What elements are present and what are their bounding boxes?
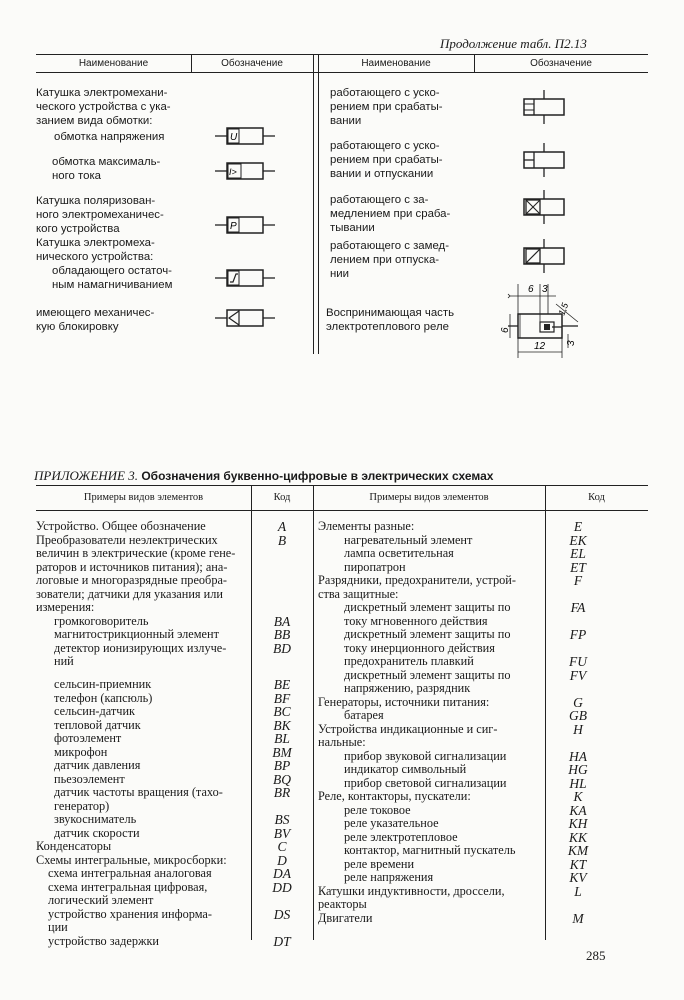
table2-right-code: KA: [569, 802, 587, 818]
table2-left-line: пьезоэлемент: [54, 771, 125, 786]
table2-left-line: логический элемент: [48, 893, 154, 907]
table1-text: ного тока: [52, 170, 102, 182]
table2-right-code: KM: [567, 843, 589, 858]
table2-left-line: детектор ионизирующих излуче-: [54, 640, 227, 655]
table2-left-line: измерения:: [36, 600, 95, 614]
table2-left-line: Схемы интегральные, микросборки:: [36, 852, 227, 867]
table2-left-line: устройство хранения информа-: [48, 906, 212, 921]
table1-text: Воспринимающая часть: [326, 307, 455, 319]
table2-right-line: прибор звуковой сигнализации: [344, 748, 507, 763]
table2-left-code: BF: [273, 690, 291, 706]
table2-right-code: EK: [569, 532, 587, 548]
table2-right-code: KV: [569, 870, 587, 885]
symbol-label-u: U: [230, 132, 238, 143]
table2-left-code: BB: [273, 627, 291, 642]
table2-left-line: Преобразователи неэлектрических: [36, 532, 218, 547]
table2-right-line: реле токовое: [344, 802, 411, 817]
table2-left-code: C: [277, 839, 287, 854]
dim-label: 3: [542, 284, 548, 295]
coil-mechanical-lock-symbol: [215, 307, 275, 329]
table2-left-line: датчик частоты вращения (тахо-: [54, 785, 223, 799]
table2-left-line: раторов и источников питания); ана-: [36, 559, 228, 574]
coil-polarized-symbol: [215, 214, 275, 236]
coil-slow-operate-symbol: [506, 190, 582, 224]
table2-left-code: BM: [272, 744, 292, 760]
coil-residual-magnetism-symbol: [215, 267, 275, 289]
table2-right-code: FV: [569, 667, 587, 683]
table2-right-line: дискретный элемент защиты по: [344, 627, 511, 641]
table1-header: Обозначение: [221, 58, 283, 69]
table2-right-line: току инерционного действия: [344, 640, 495, 655]
table2-left-code: D: [277, 852, 287, 868]
table1-text: обмотка максималь-: [52, 156, 161, 168]
table1-text: Катушка электромехани-: [36, 87, 168, 99]
table2-left-line: ции: [48, 920, 68, 934]
table2-right-line: прибор световой сигнализации: [344, 775, 507, 790]
table2-right-line: нагревательный элемент: [344, 532, 473, 547]
table2-left-line: магнитострикционный элемент: [54, 627, 219, 641]
table2-right-line: лампа осветительная: [344, 546, 454, 560]
coil-current-symbol: [215, 160, 275, 182]
table2-right-code: L: [574, 883, 582, 899]
table1-text: электротеплового реле: [326, 321, 449, 333]
table2-header: Код: [273, 492, 291, 503]
table2-right-line: предохранитель плавкий: [344, 654, 474, 668]
dim-label: 1,5: [556, 301, 571, 317]
table2-right-line: Двигатели: [318, 910, 373, 925]
table2-left-code: BS: [274, 812, 290, 827]
table2-right-code: FA: [570, 600, 586, 615]
table2-top-rule: [36, 485, 648, 486]
table1-text: нического устройства:: [36, 251, 154, 263]
table2-right-line: батарея: [344, 708, 384, 722]
table1-text: ческого устройства с ука-: [36, 101, 171, 113]
table2-divider: [313, 485, 314, 940]
table2-left-code: BP: [273, 758, 291, 773]
table2-left-line: Конденсаторы: [36, 839, 112, 853]
table2-right-line: Реле, контакторы, пускатели:: [318, 789, 471, 803]
table2-left-code: DS: [273, 906, 291, 922]
table2-right-code: G: [573, 694, 583, 710]
table2-left-line: громкоговоритель: [54, 613, 149, 628]
table2-left-line: схема интегральная цифровая,: [48, 879, 208, 894]
table2-left-line: зователи; датчики для указания или: [36, 586, 223, 601]
table2-right-code: KK: [568, 829, 587, 845]
table2-right-line: реле указательное: [344, 816, 439, 830]
table1-text: ного электромеханичес-: [36, 209, 164, 221]
table2-right-line: реле напряжения: [344, 870, 434, 884]
table1-text: рением при срабаты-: [330, 101, 443, 113]
table1-header: Наименование: [78, 58, 149, 69]
table2-left-code: BQ: [273, 771, 291, 787]
table1-text: кую блокировку: [36, 321, 119, 333]
table2-left-line: микрофон: [54, 744, 108, 759]
table2-right-code: HA: [569, 748, 587, 764]
table2-left-code: DA: [273, 866, 291, 881]
table2-left-line: звукосниматель: [54, 812, 137, 826]
table1-text: вании: [330, 115, 362, 127]
table1-text: работающего с уско-: [330, 140, 440, 152]
table2-left-line: телефон (капсюль): [54, 690, 153, 705]
table2-right-line: Элементы разные:: [318, 519, 415, 533]
table2-left-line: сельсин-приемник: [54, 677, 152, 691]
table2-right-code: HL: [569, 775, 587, 791]
table2-right-line: дискретный элемент защиты по: [344, 667, 511, 682]
table2-left-code: BL: [274, 731, 290, 746]
table2-right-code: F: [573, 573, 583, 588]
table2-right-code: K: [573, 789, 583, 804]
table2-right-line: индикатор символьный: [344, 762, 467, 776]
thermal-relay-symbol: [496, 278, 588, 370]
table2-left-line: датчик скорости: [54, 825, 140, 840]
table2-right-code: GB: [569, 708, 587, 723]
table1-text: Катушка электромеха-: [36, 237, 155, 249]
table2-left-line: схема интегральная аналоговая: [48, 866, 212, 880]
table1-text: лением при отпуска-: [330, 254, 440, 266]
table1-header: Обозначение: [530, 58, 592, 69]
table1-text: рением при срабаты-: [330, 154, 443, 166]
appendix-title-text: Обозначения буквенно-цифровые в электрических схемах: [141, 469, 494, 483]
continuation-title: Продолжение табл. П2.13: [440, 36, 587, 51]
table2-right-line: пиропатрон: [344, 559, 406, 574]
table2-left-line: Устройство. Общее обозначение: [36, 519, 206, 533]
table2-right-code: FP: [569, 627, 587, 642]
table1-text: вании и отпускании: [330, 168, 434, 180]
table2-right-line: реле времени: [344, 856, 415, 871]
table2-right-line: Разрядники, предохранители, устрой-: [318, 573, 516, 587]
table2-right-code: ET: [570, 559, 586, 575]
table1-text: работающего с замед-: [330, 240, 450, 252]
table2-left-code: DD: [272, 879, 292, 895]
table2-right-code: HG: [568, 762, 588, 777]
table2-header-rule: [36, 510, 648, 511]
table2-left-line: тепловой датчик: [54, 717, 141, 732]
coil-slow-release-symbol: [506, 239, 582, 273]
table2-left-code: B: [277, 532, 287, 548]
appendix-title-label: ПРИЛОЖЕНИЕ 3.: [34, 468, 138, 483]
table1-text: нии: [330, 268, 350, 280]
table2-right-line: контактор, магнитный пускатель: [344, 843, 516, 857]
coil-fast-operate-symbol: [506, 90, 582, 124]
table2-right-line: ства защитные:: [318, 586, 399, 601]
table1-header-rule: [36, 72, 648, 73]
appendix-title: [34, 468, 493, 484]
dim-label: 3: [566, 340, 577, 346]
table2-header: Код: [588, 492, 605, 503]
table2-left-code: BD: [273, 640, 291, 656]
table2-left-line: ний: [54, 654, 74, 668]
table2-right-code: EL: [570, 546, 586, 561]
table2-right-line: Устройства индикационные и сиг-: [318, 721, 498, 736]
table1-header: Наименование: [361, 58, 431, 69]
table1-top-rule: [36, 54, 648, 55]
table2-left-line: величин в электрические (кроме гене-: [36, 546, 236, 560]
table2-left-code: DT: [273, 933, 291, 949]
table2-right-code: KT: [569, 856, 587, 872]
coil-fast-operate-release-symbol: [506, 143, 582, 177]
table1-text: работающего с уско-: [330, 87, 440, 99]
table2-right-code: M: [572, 910, 584, 926]
table1-text: имеющего механичес-: [36, 307, 155, 319]
table2-right-line: Катушки индуктивности, дроссели,: [318, 883, 505, 898]
coil-voltage-symbol: [215, 125, 275, 147]
table2-left-code: BA: [273, 613, 291, 629]
page-number: 285: [586, 948, 606, 963]
table1-text: обладающего остаточ-: [52, 265, 172, 277]
table2-right-code: H: [573, 721, 583, 737]
dim-label: 6: [500, 327, 511, 333]
table1-divider: [318, 54, 319, 354]
table1-text: работающего с за-: [330, 194, 429, 206]
table2-left-line: фотоэлемент: [54, 731, 122, 745]
table2-left-code: BC: [273, 704, 291, 719]
table2-right-code: FU: [569, 654, 587, 669]
table2-left-line: генератор): [54, 798, 110, 813]
table2-header: Примеры видов элементов: [83, 492, 204, 503]
table1-text: тывании: [330, 222, 375, 234]
table2-left-code: BR: [273, 785, 291, 800]
table2-left-line: устройство задержки: [48, 933, 160, 948]
table2-right-line: току мгновенного действия: [344, 613, 488, 628]
table2-header: Примеры видов элементов: [369, 492, 489, 503]
table1-text: обмотка напряжения: [54, 131, 165, 143]
table2-right-line: напряжению, разрядник: [344, 681, 471, 695]
table2-right-code: KH: [568, 816, 588, 831]
table2-left-code: A: [277, 519, 287, 534]
table1-text: занием вида обмотки:: [36, 115, 153, 127]
table2-left-code: BV: [273, 825, 291, 841]
table2-left-line: датчик давления: [54, 758, 141, 772]
symbol-label-p: P: [230, 221, 237, 232]
table1-text: кого устройства: [36, 223, 120, 235]
table2-right-code: E: [573, 519, 583, 534]
dim-label: 6: [528, 284, 534, 295]
table1-text: медлением при сраба-: [330, 208, 451, 220]
table2-left-code: BK: [273, 717, 291, 733]
table1-text: ным намагничиванием: [52, 279, 173, 291]
table2-right-line: дискретный элемент защиты по: [344, 600, 511, 614]
table2-right-line: нальные:: [318, 735, 366, 749]
table2-left-line: сельсин-датчик: [54, 704, 136, 718]
table2-right-line: реакторы: [318, 897, 367, 911]
table2-right-line: Генераторы, источники питания:: [318, 694, 490, 709]
table1-text: Катушка поляризован-: [36, 195, 156, 207]
symbol-label-i: I>: [229, 167, 237, 177]
dim-label: 12: [534, 341, 546, 352]
table2-left-code: BE: [273, 677, 291, 692]
table2-right-line: реле электротепловое: [344, 829, 458, 844]
table2-left-line: логовые и многоразрядные преобра-: [36, 573, 228, 587]
table1-divider: [313, 54, 314, 354]
